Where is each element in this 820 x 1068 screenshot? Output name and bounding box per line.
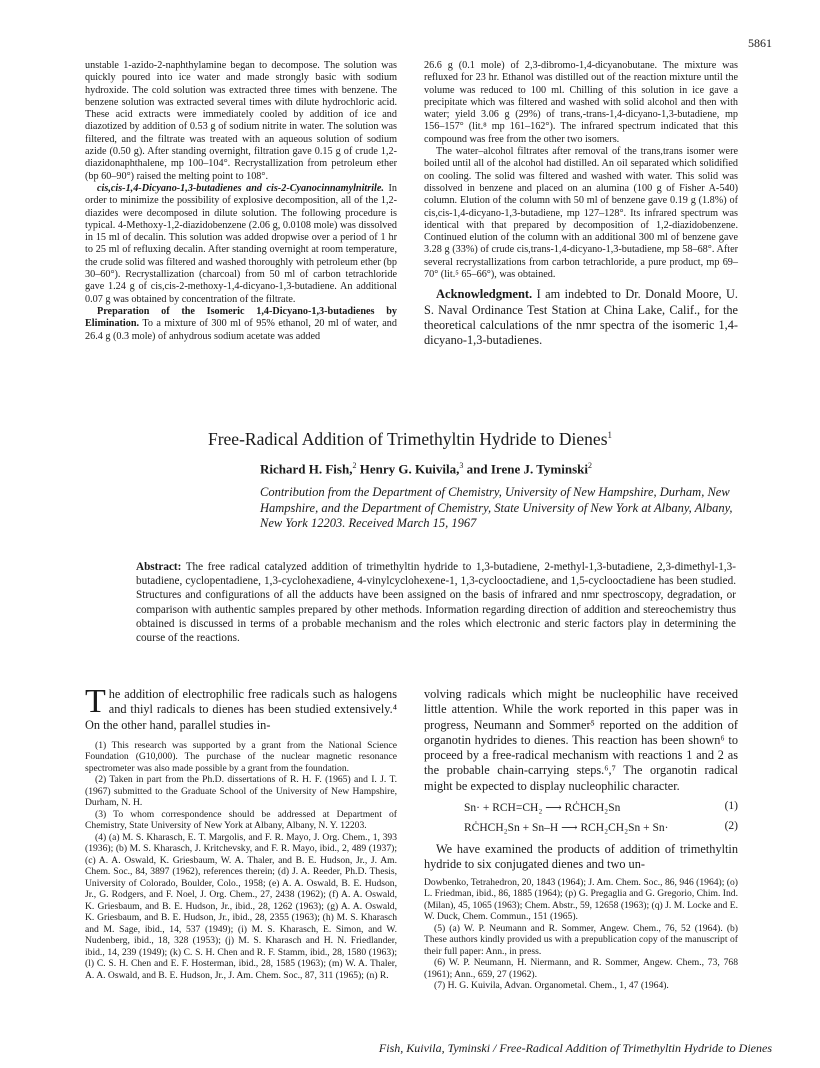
equation [464, 800, 738, 814]
body-column-left [85, 683, 397, 981]
equation-number: (2) [724, 820, 738, 833]
acknowledgment-text: I am indebted to Dr. Donald Moore, U. S. Naval Ordinance Test Station at China Lake, Calif., for the theoretical calculations of the nmr spectra of the isomeric 1,4-dicyano-1,3-butadienes. [424, 287, 738, 347]
footnote: (3) To whom correspondence should be addressed at Department of Chemistry, State University of New York at Albany, Albany, N. Y. 12203. [85, 808, 397, 832]
equation-number: (1) [724, 800, 738, 813]
abstract-text: The free radical catalyzed addition of trimethyltin hydride to 1,3-butadiene, 2-methyl-1,3-butadiene, 2,3-dimethyl-1,3-butadiene, cyclopentadiene, 1,3-cyclohexadiene, 4-vinylcyclohexene-1, 1,3-cyclooctadiene, and 1,5-cyclooctadiene has been studied. Structures and configurations of all the adducts have been assigned on the basis of infrared and nmr spectroscopy, degradation, or comparison with authentic samples prepared by other methods. Information regarding direction of addition and stereochemistry thus obtained is discussed in terms of a probable mechanism and the roles which electronic and steric factors play in determining the course of the reactions. [136, 561, 736, 645]
author-list [260, 461, 592, 477]
author-footnote: 3 [459, 461, 464, 470]
paragraph-text: In order to minimize the possibility of explosive decomposition, all of the 1,2-diazides were decomposed in dilute solution. The following procedure is typical. 4-Methoxy-1,2-diazidobenzene (2.06 g, 0.0108 mole) was dissolved in 15 ml of decalin. This solution was added dropwise over a period of 1 hr to 25 ml of refluxing decalin. After standing overnight at room temperature, the crude solid was filtered and washed thoroughly with petroleum ether (bp 30–60°). Recrystallization (charcoal) from 50 ml of carbon tetrachloride gave 1.24 g of cis,cis-2-methoxy-1,4-dicyano-1,3-butadiene. An additional 0.07 g was obtained by concentration of the filtrate. [85, 182, 397, 305]
abstract-label: Abstract: [136, 561, 182, 573]
footnote: Dowbenko, Tetrahedron, 20, 1843 (1964); J. Am. Chem. Soc., 86, 946 (1964); (o) L. Friedman, ibid., 86, 1885 (1964); (p) G. Pregaglia and G. Gregorio, Chim. Ind. (Milan), 45, 1065 (1963); Chem. Abstr., 59, 12658 (1963); (q) J. M. Locke and E. W. Duck, Chem. Commun., 151 (1965). [424, 876, 738, 923]
paragraph: 26.6 g (0.1 mole) of 2,3-dibromo-1,4-dicyanobutane. The mixture was refluxed for 23 hr. Ethanol was distilled out of the reaction mixture until the volume was reduced to 100 ml. Chilling of this solution in ice gave a precipitate which was filtered and washed with solid alcohol and then with water; yield 3.06 g (29%) of trans,-trans-1,4-dicyano-1,3-butadiene, mp 156–157° (lit.⁸ mp 161–162°). The infrared spectrum indicated that this compound was free from the other two isomers. [424, 60, 738, 145]
paragraph: unstable 1-azido-2-naphthylamine began to decompose. The solution was quickly poured into ice water and made strongly basic with sodium hydroxide. The cold solution was extracted three times with benzene. The benzene solution was extracted several times with dilute hydrochloric acid. These acid extracts were immediately cooled by addition of ice and diazotized by addition of 0.53 g of sodium nitrite in water. The solution was filtered, and the filtrate was treated with an aqueous solution of sodium azide (0.50 g). After standing overnight, filtration gave 0.15 g of crude 1,2-diazidonaphthalene, mp 100–104°. Recrystallization from petroleum ether (bp 60–90°) raised the melting point to 108°. [85, 60, 397, 182]
article-title [0, 425, 820, 449]
running-footer: Fish, Kuivila, Tyminski / Free-Radical Addition of Trimethyltin Hydride to Dienes [378, 1041, 772, 1055]
author-name: Henry G. Kuivila, [356, 461, 460, 477]
acknowledgment-heading: Acknowledgment. [436, 287, 533, 302]
abstract [136, 560, 736, 645]
footnote: (1) This research was supported by a grant from the National Science Foundation (G10,000). The purchase of the nuclear magnetic resonance spectrometer was also made possible by a grant from the foundation. [85, 739, 397, 774]
intro-paragraph [85, 683, 397, 733]
paragraph-text: To a mixture of 300 ml of 95% ethanol, 20 ml of water, and 26.4 g (0.3 mole) of anhydrous sodium acetate was added [85, 318, 397, 342]
body-paragraph: We have examined the products of addition of trimethyltin hydride to six conjugated dienes and two un- [424, 842, 738, 872]
footnote: (4) (a) M. S. Kharasch, E. T. Margolis, and F. R. Mayo, J. Org. Chem., 1, 393 (1936); (b) M. S. Kharasch, J. Kritchevsky, and F. R. Mayo, ibid., 2, 489 (1937); (c) A. A. Oswald, K. Griesbaum, W. A. Thaler, and B. E. Hudson, Jr., J. Am. Chem. Soc., 84, 3897 (1962), references therein; (d) J. A. Reeder, Ph.D. Thesis, University of Colorado, Boulder, Colo., 1958; (e) A. A. Oswald, B. E. Hudson, Jr., G. Rodgers, and F. Noel, J. Org. Chem., 27, 2438 (1962); (f) A. A. Oswald, K. Griesbaum, and B. E. Hudson, Jr., ibid., 28, 1262 (1963); (g) A. A. Oswald, K. Griesbaum, and B. E. Hudson, Jr., ibid., 28, 2355 (1963); (h) M. S. Kharasch and M. Sage, ibid., 14, 537 (1949); (i) M. S. Kharasch, E. Simon, and W. Nudenberg, ibid., 18, 328 (1953); (j) M. S. Kharasch and H. N. Friedlander, ibid., 14, 239 (1949); (k) C. S. H. Chen and R. F. Stamm, ibid., 28, 1580 (1963); (l) C. S. H. Chen and E. F. Hosterman, ibid., 28, 1585 (1963); (m) W. A. Thaler, A. A. Oswald, and B. E. Hudson, Jr., J. Am. Chem. Soc., 87, 311 (1965); (n) R. [85, 831, 397, 981]
section-heading: cis,cis-1,4-Dicyano-1,3-butadienes and cis-2-Cyanocinnamylnitrile. [97, 182, 384, 194]
author-footnote: 2 [352, 461, 357, 470]
page-number: 5861 [748, 36, 772, 50]
author-name: and Irene J. Tyminski [463, 461, 589, 477]
experimental-column-left [85, 60, 397, 343]
author-footnote: 2 [588, 461, 593, 470]
footnote: (5) (a) W. P. Neumann and R. Sommer, Angew. Chem., 76, 52 (1964). (b) These authors kindly provided us with a prepublication copy of the manuscript of their full paper: Ann., in press. [424, 922, 738, 957]
paragraph [85, 183, 397, 306]
body-paragraph: volving radicals which might be nucleophilic have received little attention. While the work reported in this paper was in progress, Neumann and Sommer⁵ reported on the addition of organotin hydrides to dienes. This reaction has been shown⁶ to proceed by a free-radical mechanism with reactions 1 and 2 as the probable chain-carrying steps.⁶,⁷ The organotin radical might be expected to display nucleophilic character. [424, 687, 738, 793]
paragraph: The water–alcohol filtrates after removal of the trans,trans isomer were boiled until all of the alcohol had distilled. An oil separated which solidified on cooling. The solid was filtered and washed with water. This solid was dissolved in benzene and placed on an alumina (100 g of Fisher A-540) column. Elution of the column with 50 ml of benzene gave 0.19 g (1.8%) of cis,cis-1,4-dicyano-1,3-butadiene, mp 127–128°. Its infrared spectrum was identical with that prepared by decomposition of 1,2-diazidobenzene. Continued elution of the column with an additional 300 ml of benzene gave 3.28 g (33%) of crude cis,trans-1,4-dicyano-1,3-butadiene, mp 58–68°. After several recrystallizations from carbon tetrachloride, a pure product, mp 69–70° (lit.⁵ 65–66°), was obtained. [424, 146, 738, 281]
footnote: (7) H. G. Kuivila, Advan. Organometal. Chem., 1, 47 (1964). [434, 980, 669, 992]
title-text: Free-Radical Addition of Trimethyltin Hydride to Dienes [207, 428, 608, 449]
author-name: Richard H. Fish, [260, 461, 353, 477]
affiliation: Contribution from the Department of Chemistry, University of New Hampshire, Durham, New Hampshire, and the Department of Chemistry, State University of New York at Albany, Albany, New York 12203. Received March 15, 1967 [260, 485, 733, 530]
intro-text: he addition of electrophilic free radicals such as halogens and thiyl radicals to dienes has been studied extensively.⁴ On the other hand, parallel studies in- [85, 687, 397, 732]
equation-expression: Sn· + RCH=CH₂ ⟶ RĊHCH₂Sn [464, 802, 621, 815]
equation-expression: RĊHCH₂Sn + Sn–H ⟶ RCH₂CH₂Sn + Sn· [464, 822, 669, 835]
equation [464, 820, 738, 834]
drop-cap: T [85, 683, 106, 720]
title-footnote-marker: 1 [607, 430, 613, 440]
body-column-right [424, 687, 738, 992]
footnote: (6) W. P. Neumann, H. Niermann, and R. Sommer, Angew. Chem., 73, 768 (1961); Ann., 659, 27 (1962). [424, 957, 738, 980]
acknowledgment [424, 287, 738, 348]
footnote: (2) Taken in part from the Ph.D. dissertations of R. H. F. (1965) and I. J. T. (1967) submitted to the Graduate School of the University of New Hampshire, Durham, N. H. [85, 774, 397, 809]
section-heading: Preparation of the Isomeric 1,4-Dicyano-1,3-butadienes by Elimination. [85, 305, 397, 330]
paragraph [85, 306, 397, 343]
experimental-column-right [424, 60, 738, 348]
